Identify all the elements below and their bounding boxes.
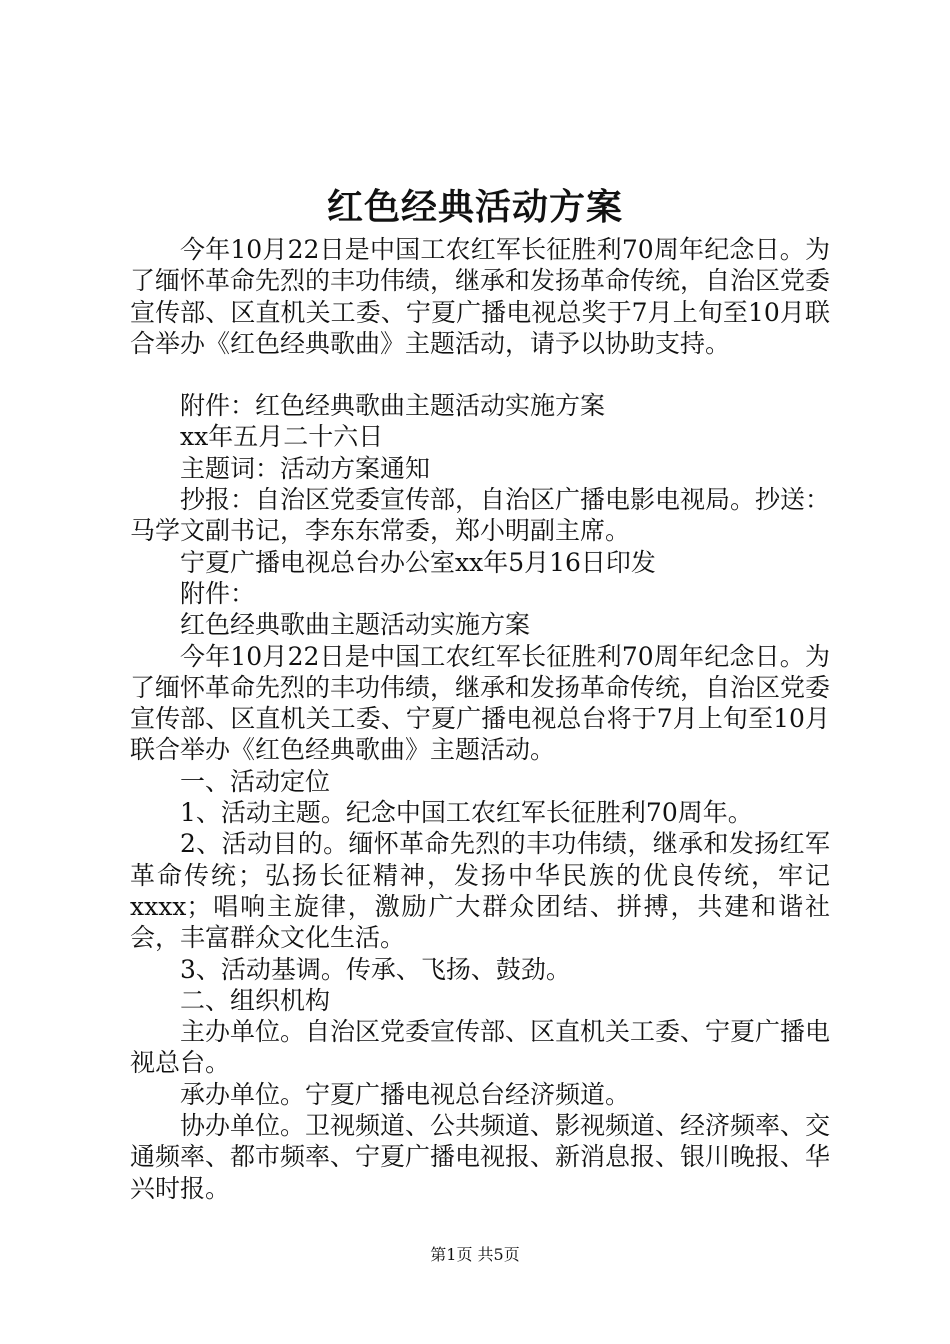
document-body xyxy=(130,234,830,1204)
paragraph-host: 主办单位。自治区党委宣传部、区直机关工委、宁夏广播电视总台。 xyxy=(130,1017,831,1078)
paragraph-date: xx年五月二十六日 xyxy=(180,422,384,452)
paragraph-co-organizer: 协办单位。卫视频道、公共频道、影视频道、经济频率、交通频率、都市频率、宁夏广播电视报、新消息报、银川晚报、华兴时报。 xyxy=(130,1111,831,1203)
document-title: 红色经典活动方案 xyxy=(326,186,623,228)
paragraph-intro: 今年10月22日是中国工农红军长征胜利70周年纪念日。为了缅怀革命先烈的丰功伟绩，继承和发扬革命传统，自治区党委宣传部、区直机关工委、宁夏广播电视总奖于7月上旬至10月联合举办《红色经典歌曲》主题活动，请予以协助支持。 xyxy=(130,235,831,358)
paragraph-cc: 抄报：自治区党委宣传部，自治区广播电影电视局。抄送：马学文副书记，李东东常委，郑小明副主席。 xyxy=(130,485,831,546)
section-heading-positioning: 一、活动定位 xyxy=(180,766,331,796)
page-number: 第1页 共5页 xyxy=(430,1245,520,1264)
paragraph-plan-title: 红色经典歌曲主题活动实施方案 xyxy=(180,610,531,640)
section-heading-organization: 二、组织机构 xyxy=(180,985,331,1015)
paragraph-plan-intro: 今年10月22日是中国工农红军长征胜利70周年纪念日。为了缅怀革命先烈的丰功伟绩，继承和发扬革命传统，自治区党委宣传部、区直机关工委、宁夏广播电视总台将于7月上旬至10月联合举办《红色经典歌曲》主题活动。 xyxy=(130,641,831,765)
paragraph-tone: 3、活动基调。传承、飞扬、鼓劲。 xyxy=(180,954,571,984)
paragraph-issuer: 宁夏广播电视总台办公室xx年5月16日印发 xyxy=(180,547,656,577)
paragraph-organizer: 承办单位。宁夏广播电视总台经济频道。 xyxy=(180,1079,631,1109)
paragraph-purpose: 2、活动目的。缅怀革命先烈的丰功伟绩，继承和发扬红军革命传统；弘扬长征精神，发扬中华民族的优良传统，牢记xxxx；唱响主旋律，激励广大群众团结、拼搏，共建和谐社会，丰富群众文化生活。 xyxy=(130,829,830,953)
paragraph-attachment-label: 附件： xyxy=(180,578,256,608)
paragraph-theme: 1、活动主题。纪念中国工农红军长征胜利70周年。 xyxy=(180,798,753,828)
paragraph-attachment-ref: 附件：红色经典歌曲主题活动实施方案 xyxy=(180,391,606,421)
paragraph-keywords: 主题词：活动方案通知 xyxy=(180,453,431,483)
